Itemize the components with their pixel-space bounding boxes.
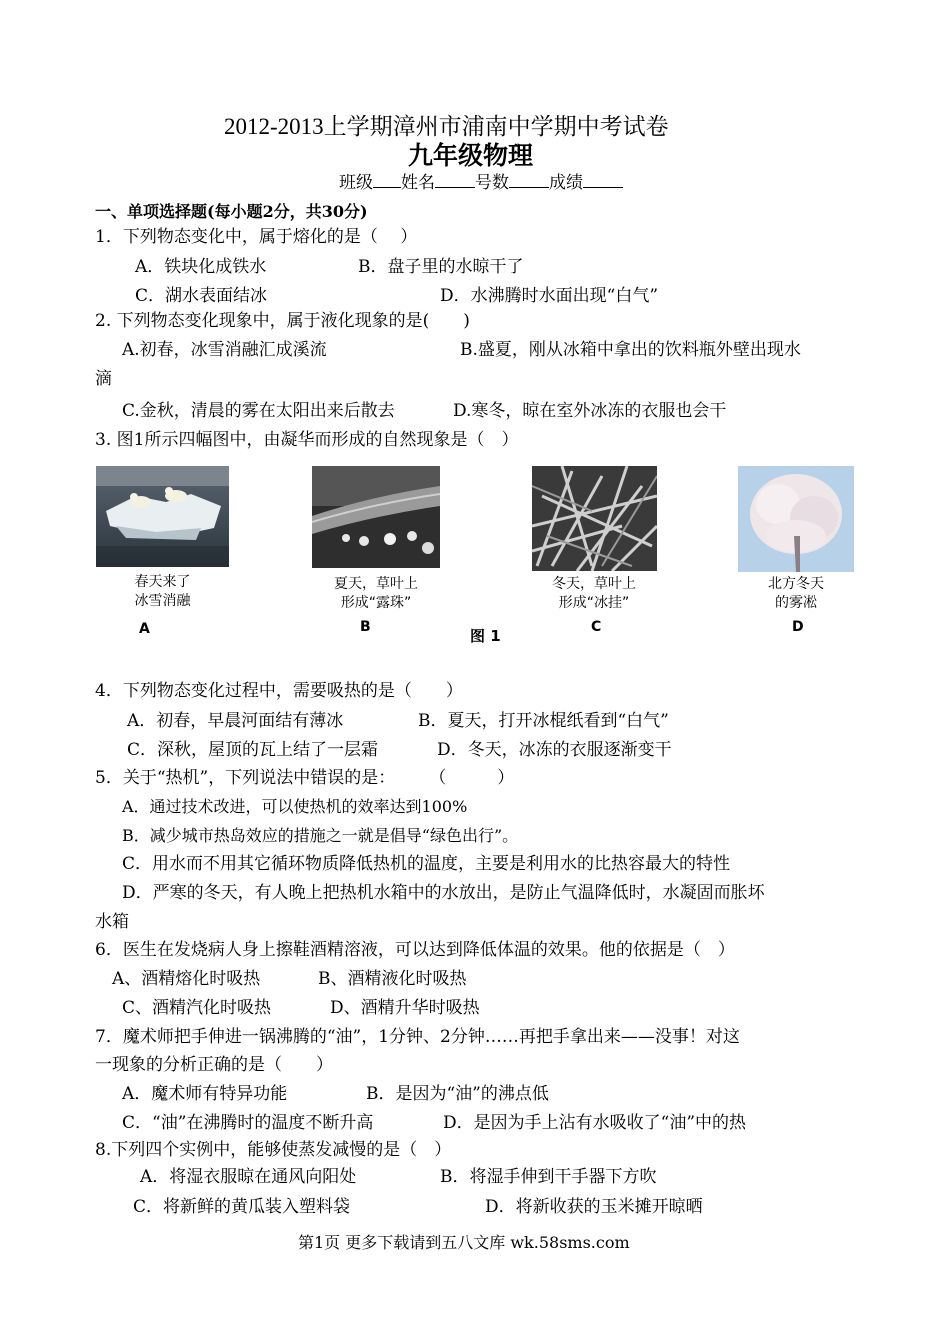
q2-option-b-continued: 滴	[95, 369, 112, 389]
q5-option-a: A．通过技术改进，可以使热机的效率达到100%	[122, 797, 468, 816]
picture-a-caption	[96, 573, 229, 611]
picture-b-caption-line2: 形成“露珠”	[340, 595, 412, 611]
q5-option-d: D．严寒的冬天，有人晚上把热机水箱中的水放出，是防止气温降低时，水凝固而胀坏	[122, 883, 765, 903]
number-label: 号数	[475, 173, 509, 193]
q2-option-c: C.金秋，清晨的雾在太阳出来后散去	[122, 401, 395, 421]
q4-option-c: C．深秋，屋顶的瓦上结了一层霜	[127, 740, 379, 760]
picture-a-melting-snow	[96, 466, 229, 567]
page-footer: 第1页 更多下载请到五八文库 wk.58sms.com	[298, 1233, 630, 1252]
picture-b-dew-drops	[312, 466, 440, 568]
q8-option-a: A．将湿衣服晾在通风向阳处	[140, 1167, 357, 1187]
q4-option-a: A．初春，早晨河面结有薄冰	[127, 711, 344, 731]
picture-d-letter: D	[792, 619, 804, 635]
exam-title: 2012-2013上学期漳州市浦南中学期中考试卷	[224, 114, 669, 139]
q6-stem: 6．医生在发烧病人身上擦鞋酒精溶液，可以达到降低体温的效果。他的依据是（ ）	[95, 940, 735, 960]
picture-d-caption	[738, 575, 854, 613]
q6-option-c: C、酒精汽化时吸热	[122, 998, 272, 1018]
q6-option-d: D、酒精升华时吸热	[330, 998, 480, 1018]
picture-c-caption	[528, 575, 660, 613]
q5-stem: 5．关于“热机”，下列说法中错误的是： （ ）	[95, 768, 515, 788]
picture-c-frost-grass	[532, 466, 657, 571]
class-label: 班级	[339, 173, 373, 193]
name-blank[interactable]	[435, 170, 475, 188]
q6-option-b: B、酒精液化时吸热	[318, 969, 467, 989]
q5-option-c: C．用水而不用其它循环物质降低热机的温度，主要是利用水的比热容最大的特性	[122, 854, 731, 874]
exam-subtitle: 九年级物理	[408, 141, 534, 170]
q8-option-c: C．将新鲜的黄瓜装入塑料袋	[133, 1197, 351, 1217]
q7-option-a: A．魔术师有特异功能	[122, 1084, 288, 1104]
picture-c-caption-line2: 形成“冰挂”	[558, 595, 630, 611]
picture-b-caption	[306, 575, 446, 613]
class-blank[interactable]	[373, 170, 401, 188]
figure-label: 图 1	[470, 627, 501, 645]
q7-option-d: D．是因为手上沾有水吸收了“油”中的热	[443, 1113, 747, 1133]
picture-a-caption-line1: 春天来了	[134, 574, 191, 590]
q2-option-b: B.盛夏，刚从冰箱中拿出的饮料瓶外壁出现水	[460, 340, 801, 360]
picture-a-letter: A	[139, 621, 150, 637]
q7-stem-continued: 一现象的分析正确的是（ ）	[95, 1055, 333, 1075]
q1-option-c: C．湖水表面结冰	[135, 286, 268, 306]
q4-option-b: B．夏天，打开冰棍纸看到“白气”	[418, 711, 669, 731]
q8-option-d: D．将新收获的玉米摊开晾晒	[485, 1197, 703, 1217]
q1-option-b: B．盘子里的水晾干了	[358, 257, 524, 277]
q7-option-b: B．是因为“油”的沸点低	[366, 1084, 549, 1104]
q2-option-a: A.初春，冰雪消融汇成溪流	[122, 340, 327, 360]
q2-option-d: D.寒冬，晾在室外冰冻的衣服也会干	[453, 401, 727, 421]
q2-stem: 2. 下列物态变化现象中，属于液化现象的是( )	[95, 311, 470, 331]
score-label: 成绩	[549, 173, 583, 193]
q7-option-c: C．“油”在沸腾时的温度不断升高	[122, 1113, 374, 1133]
picture-d-rime-tree	[738, 466, 854, 572]
picture-b-caption-line1: 夏天，草叶上	[334, 576, 418, 592]
q7-stem: 7．魔术师把手伸进一锅沸腾的“油”，1分钟、2分钟……再把手拿出来——没事！对这	[95, 1027, 740, 1047]
name-label: 姓名	[401, 173, 435, 193]
picture-d-caption-line1: 北方冬天	[768, 576, 824, 592]
picture-c-letter: C	[591, 619, 602, 635]
q1-stem: 1．下列物态变化中，属于熔化的是（ ）	[95, 227, 418, 247]
picture-b-letter: B	[360, 619, 371, 635]
q4-option-d: D．冬天，冰冻的衣服逐渐变干	[437, 740, 672, 760]
section-heading: 一、单项选择题(每小题2分，共30分)	[95, 202, 368, 221]
number-blank[interactable]	[509, 170, 549, 188]
q3-stem: 3. 图1所示四幅图中，由凝华而形成的自然现象是（ ）	[95, 430, 519, 450]
q8-option-b: B．将湿手伸到干手器下方吹	[440, 1167, 657, 1187]
score-blank[interactable]	[583, 170, 623, 188]
q8-stem: 8.下列四个实例中，能够使蒸发减慢的是（ ）	[95, 1140, 452, 1160]
picture-c-caption-line1: 冬天，草叶上	[552, 576, 636, 592]
q1-option-d: D．水沸腾时水面出现“白气”	[440, 286, 659, 306]
q1-option-a: A．铁块化成铁水	[135, 257, 267, 277]
q5-option-b: B．减少城市热岛效应的措施之一就是倡导“绿色出行”。	[122, 826, 519, 845]
student-info-line	[339, 170, 623, 194]
picture-d-caption-line2: 的雾凇	[775, 595, 817, 611]
q6-option-a: A、酒精熔化时吸热	[112, 969, 261, 989]
q4-stem: 4．下列物态变化过程中，需要吸热的是（ ）	[95, 681, 463, 701]
picture-a-caption-line2: 冰雪消融	[134, 593, 191, 609]
q5-option-d-continued: 水箱	[95, 912, 129, 932]
